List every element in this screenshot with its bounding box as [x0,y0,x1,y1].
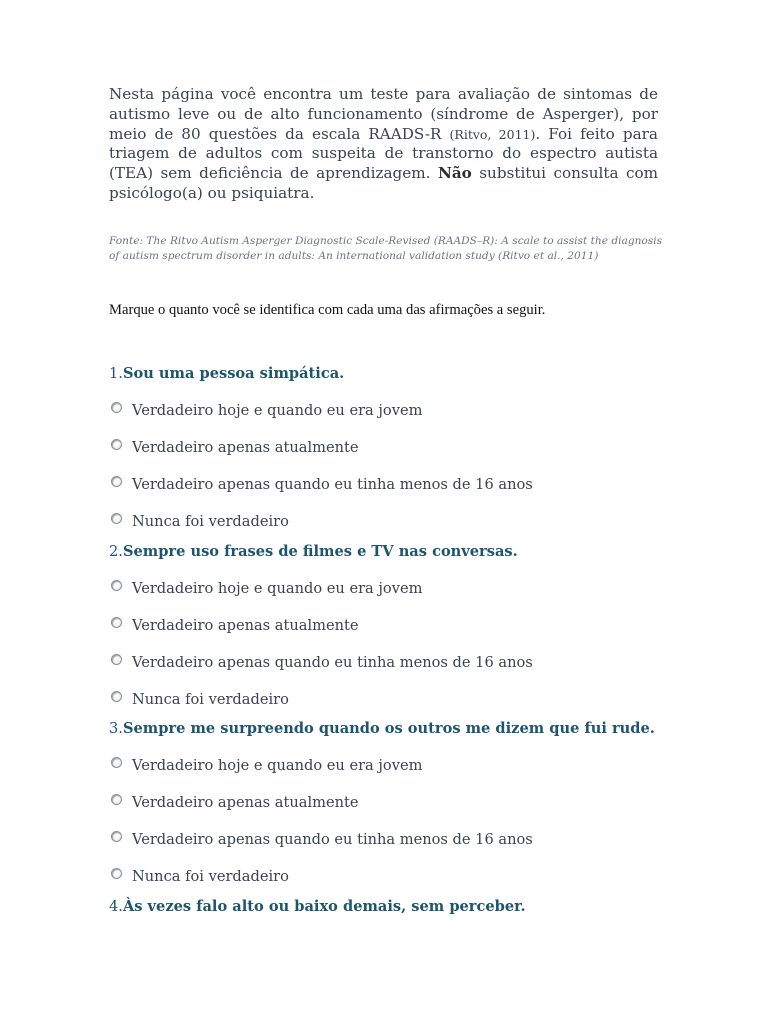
question-text: Sempre uso frases de filmes e TV nas conversas. [122,543,518,560]
radio-button-icon[interactable] [111,513,122,524]
option-label: Nunca foi verdadeiro [132,868,289,885]
question-number: 4. [109,898,123,915]
question-title [109,542,709,562]
answer-option[interactable] [109,793,709,830]
answer-option[interactable] [109,653,709,690]
answer-option[interactable] [109,401,709,438]
radio-button-icon[interactable] [111,654,122,665]
answer-option[interactable] [109,579,709,616]
option-label: Verdadeiro apenas atualmente [132,794,359,811]
option-label: Verdadeiro hoje e quando eu era jovem [132,580,423,597]
answer-option[interactable] [109,616,709,653]
answer-options [109,562,709,727]
intro-text-end: substitui consulta com psicólogo(a) ou psiquiatra. [109,164,659,202]
radio-button-icon[interactable] [111,402,122,413]
source-citation: Fonte: The Ritvo Autism Asperger Diagnostic Scale-Revised (RAADS–R): A scale to assist the diagnosis of autism spectrum disorder in adults: An international validation study (Ritvo et al., 2011) [109,235,663,262]
option-label: Verdadeiro apenas quando eu tinha menos de 16 anos [132,831,533,848]
option-label: Nunca foi verdadeiro [132,691,289,708]
answer-option[interactable] [109,475,709,512]
radio-button-icon[interactable] [111,691,122,702]
intro-reference: (Ritvo, 2011) [449,126,536,142]
intro-paragraph [109,85,658,204]
question-text: Às vezes falo alto ou baixo demais, sem perceber. [122,898,526,915]
question-number: 2. [109,543,123,560]
radio-button-icon[interactable] [111,868,122,879]
question-text: Sou uma pessoa simpática. [122,365,345,382]
answer-option[interactable] [109,830,709,867]
intro-bold-word: Não [437,164,472,183]
radio-button-icon[interactable] [111,580,122,591]
option-label: Verdadeiro apenas quando eu tinha menos de 16 anos [132,476,533,493]
option-label: Nunca foi verdadeiro [132,513,289,530]
radio-button-icon[interactable] [111,757,122,768]
option-label: Verdadeiro hoje e quando eu era jovem [132,402,423,419]
question-title [109,719,709,739]
radio-button-icon[interactable] [111,476,122,487]
intro-text-cont: . Foi feito para triagem de adultos com suspeita de transtorno do espectro autista (TEA) sem deficiência de aprendizagem. [109,124,658,183]
radio-button-icon[interactable] [111,831,122,842]
question-text: Sempre me surpreendo quando os outros me dizem que fui rude. [122,720,655,737]
instruction-text: Marque o quanto você se identifica com cada uma das afirmações a seguir. [109,302,546,318]
answer-options [109,739,709,904]
question-number: 1. [109,365,123,382]
question-title [109,897,709,917]
option-label: Verdadeiro apenas atualmente [132,439,359,456]
question-3 [109,719,709,904]
radio-button-icon[interactable] [111,439,122,450]
option-label: Verdadeiro apenas quando eu tinha menos de 16 anos [132,654,533,671]
question-2 [109,542,709,727]
radio-button-icon[interactable] [111,617,122,628]
option-label: Verdadeiro apenas atualmente [132,617,359,634]
question-4 [109,897,709,917]
question-1 [109,364,709,549]
radio-button-icon[interactable] [111,794,122,805]
answer-option[interactable] [109,756,709,793]
option-label: Verdadeiro hoje e quando eu era jovem [132,757,423,774]
question-title [109,364,709,384]
question-number: 3. [109,720,123,737]
intro-text: Nesta página você encontra um teste para avaliação de sintomas de autismo leve ou de alto funcionamento (síndrome de Asperger), por meio de 80 questões da escala RAADS-R [109,85,658,143]
answer-option[interactable] [109,438,709,475]
answer-options [109,384,709,549]
